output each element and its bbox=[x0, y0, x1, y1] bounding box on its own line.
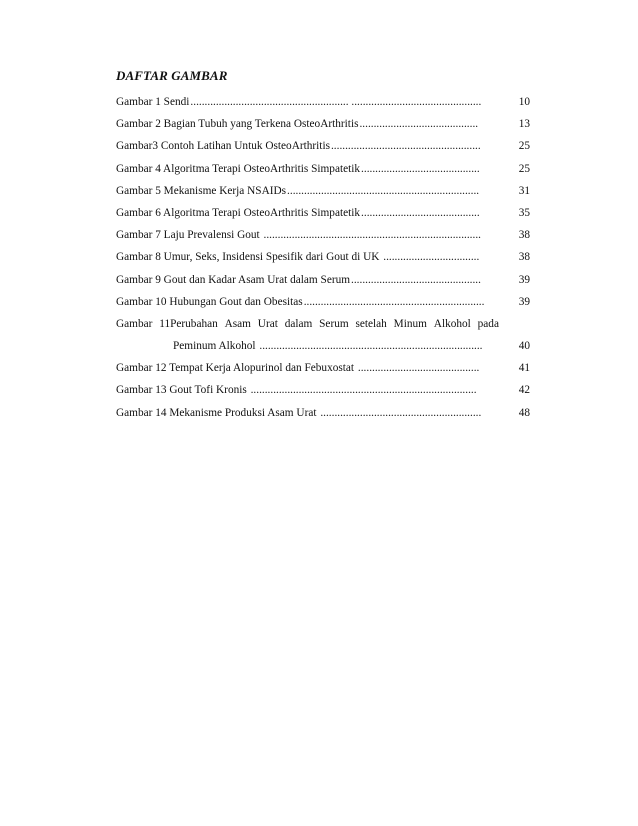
figure-title-word: dalam bbox=[284, 317, 313, 330]
figure-title-word: 11Perubahan bbox=[159, 317, 218, 330]
figure-entry-text bbox=[116, 162, 499, 176]
figure-entry[interactable] bbox=[116, 293, 530, 315]
figure-title: Gambar 4 Algoritma Terapi OsteoArthritis Simpatetik bbox=[116, 162, 361, 175]
list-of-figures bbox=[116, 93, 530, 426]
dot-leader: .......................................... bbox=[359, 118, 479, 131]
figure-entry[interactable] bbox=[116, 226, 530, 248]
page-number: 40 bbox=[518, 340, 530, 353]
dot-leader: ........................................................ .............................................. bbox=[190, 96, 482, 108]
figure-entry-text bbox=[116, 139, 499, 153]
figure-entry-text bbox=[116, 228, 499, 242]
figure-title: Gambar 13 Gout Tofi Kronis bbox=[116, 384, 247, 397]
figure-title-word: Urat bbox=[257, 317, 278, 330]
page-number: 48 bbox=[518, 406, 530, 419]
figure-title: Gambar 7 Laju Prevalensi Gout bbox=[116, 229, 260, 242]
dot-leader: ................................................................................ bbox=[247, 384, 477, 397]
figure-title: Gambar 12 Tempat Kerja Alopurinol dan Febuxostat bbox=[116, 362, 355, 375]
figure-entry[interactable] bbox=[116, 182, 530, 204]
figure-entry[interactable] bbox=[116, 115, 530, 137]
figure-entry[interactable] bbox=[116, 204, 530, 226]
page-number: 39 bbox=[518, 295, 530, 308]
figure-entry-text bbox=[116, 95, 499, 109]
figure-entry-text bbox=[116, 361, 499, 375]
figure-title: Gambar 6 Algoritma Terapi OsteoArthritis Simpatetik bbox=[116, 206, 361, 219]
dot-leader: ..................................................... bbox=[330, 140, 481, 153]
dot-leader: ............................................................................... bbox=[256, 340, 483, 353]
figure-entry-text bbox=[116, 184, 499, 198]
page-number: 25 bbox=[518, 140, 530, 153]
dot-leader: .............................................. bbox=[351, 273, 481, 286]
page-number: 10 bbox=[518, 96, 530, 108]
dot-leader: .......................................... bbox=[361, 162, 480, 175]
figure-entry[interactable] bbox=[116, 160, 530, 182]
figure-title-word: Asam bbox=[224, 317, 251, 330]
figure-title: Gambar 9 Gout dan Kadar Asam Urat dalam Serum bbox=[116, 273, 351, 286]
page-number: 42 bbox=[518, 384, 530, 397]
figure-title: Gambar3 Contoh Latihan Untuk OsteoArthritis bbox=[116, 140, 330, 153]
dot-leader: ........................................... bbox=[355, 362, 480, 375]
figure-title: Gambar 5 Mekanisme Kerja NSAIDs bbox=[116, 184, 287, 197]
dot-leader: .......................................... bbox=[361, 206, 480, 219]
figure-entry[interactable] bbox=[116, 248, 530, 270]
figure-title: Gambar 8 Umur, Seks, Insidensi Spesifik dari Gout di UK bbox=[116, 251, 380, 264]
page-number: 38 bbox=[518, 251, 530, 264]
figure-entry[interactable] bbox=[116, 381, 530, 403]
figure-title: Peminum Alkohol bbox=[173, 340, 256, 353]
figure-entry-text bbox=[116, 206, 499, 220]
figure-title-word: Alkohol bbox=[433, 317, 471, 330]
figure-entry-text bbox=[116, 250, 499, 264]
figure-entry-text bbox=[116, 383, 499, 397]
figure-entry-text bbox=[173, 339, 499, 353]
figure-entry-text bbox=[116, 406, 499, 420]
figure-entry-wrapped-line2[interactable] bbox=[116, 337, 530, 359]
figure-entry-text bbox=[116, 273, 499, 287]
figure-title-word: Minum bbox=[393, 317, 427, 330]
figure-title: Gambar 2 Bagian Tubuh yang Terkena OsteoArthritis bbox=[116, 118, 359, 131]
dot-leader: .................................................................... bbox=[287, 184, 480, 197]
figure-title-justified bbox=[116, 317, 499, 331]
figure-title-word: setelah bbox=[355, 317, 387, 330]
page-number: 31 bbox=[518, 184, 530, 197]
page-number: 39 bbox=[518, 273, 530, 286]
dot-leader: .................................. bbox=[380, 251, 480, 264]
list-of-figures-heading: DAFTAR GAMBAR bbox=[116, 68, 228, 83]
figure-title: Gambar 1 Sendi bbox=[116, 96, 190, 108]
figure-entry[interactable] bbox=[116, 404, 530, 426]
dot-leader: ................................................................ bbox=[303, 295, 485, 308]
figure-title-word: Gambar bbox=[116, 317, 153, 330]
figure-title: Gambar 10 Hubungan Gout dan Obesitas bbox=[116, 295, 303, 308]
page-number: 13 bbox=[518, 118, 530, 131]
figure-entry[interactable] bbox=[116, 137, 530, 159]
figure-title-word: pada bbox=[477, 317, 499, 330]
figure-entry-text bbox=[116, 117, 499, 131]
page-number: 38 bbox=[518, 229, 530, 242]
figure-entry[interactable] bbox=[116, 359, 530, 381]
page-number: 35 bbox=[518, 206, 530, 219]
figure-entry[interactable] bbox=[116, 93, 530, 115]
page-number: 25 bbox=[518, 162, 530, 175]
figure-title-word: Serum bbox=[319, 317, 349, 330]
page-number: 41 bbox=[518, 362, 530, 375]
dot-leader: ............................................................................. bbox=[260, 229, 481, 242]
figure-title: Gambar 14 Mekanisme Produksi Asam Urat bbox=[116, 406, 317, 419]
figure-entry-text bbox=[116, 295, 499, 309]
dot-leader: ......................................................... bbox=[317, 406, 482, 419]
figure-entry[interactable] bbox=[116, 271, 530, 293]
figure-entry-wrapped-line1[interactable] bbox=[116, 315, 530, 337]
